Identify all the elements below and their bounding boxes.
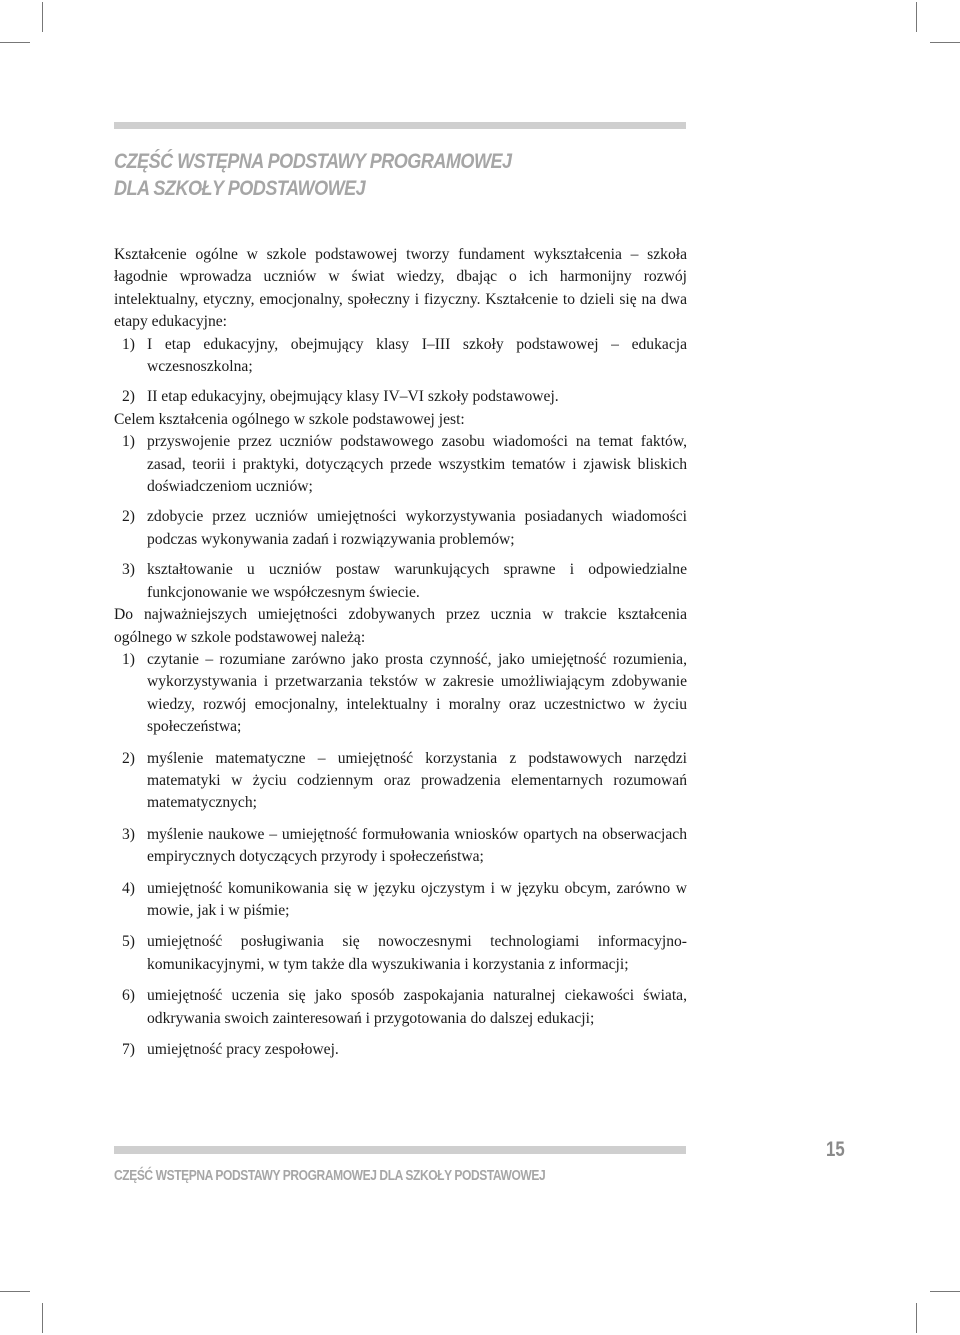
- footer-rule: [114, 1146, 686, 1154]
- list-item: [114, 824, 687, 869]
- goals-list: [114, 431, 687, 604]
- list-item-text: I etap edukacyjny, obejmujący klasy I–III szkoły podstawowej – edukacja wczesnoszkolna;: [147, 335, 687, 376]
- list-item-text: kształtowanie u uczniów postaw warunkujących sprawne i odpowiedzialne funkcjonowanie we współczesnym świecie.: [147, 561, 687, 601]
- list-item: [114, 649, 687, 739]
- list-item-text: umiejętność pracy zespołowej.: [147, 1041, 339, 1058]
- crop-mark: [42, 2, 43, 32]
- list-item-text: zdobycie przez uczniów umiejętności wykorzystywania posiadanych wiadomości podczas wykonywania zadań i rozwiązywania problemów;: [147, 508, 687, 548]
- list-item-text: przyswojenie przez uczniów podstawowego zasobu wiadomości na temat faktów, zasad, teorii i praktyki, dotyczących przede wszystkim tematów i zjawisk bliskich doświadczeniom uczniów;: [147, 433, 687, 496]
- list-item: [114, 985, 687, 1030]
- list-item-text: umiejętność uczenia się jako sposób zaspokajania naturalnej ciekawości świata, odkrywania swoich zainteresowań i przygotowania do dalszej edukacji;: [147, 987, 687, 1027]
- list-item-text: umiejętność posługiwania się nowoczesnymi technologiami informacyjno-komunikacyjnymi, w tym także dla wyszukiwania i korzystania z informacji;: [147, 933, 687, 973]
- list-item-number: 2): [122, 388, 135, 406]
- list-item-number: 3): [122, 825, 135, 843]
- list-item-number: 4): [122, 879, 135, 897]
- list-item: [114, 878, 687, 923]
- stages-list: [114, 334, 687, 409]
- goals-paragraph: Celem kształcenia ogólnego w szkole podstawowej jest:: [114, 410, 465, 428]
- list-item-text: czytanie – rozumiane zarówno jako prosta czynność, jako umiejętność rozumienia, wykorzystywania i przetwarzania tekstów w zakresie umożliwiającym zdobywanie wiedzy, rozwój emocjonalny, intelektualny i moralny oraz uczestnictwo w życiu społeczeństwa;: [147, 650, 687, 736]
- crop-mark: [0, 42, 30, 43]
- list-item: [114, 559, 687, 604]
- list-item-number: 6): [122, 987, 135, 1005]
- page-title-line-1: CZĘŚĆ WSTĘPNA PODSTAWY PROGRAMOWEJ: [114, 150, 512, 173]
- crop-mark: [930, 1291, 960, 1292]
- list-item: [114, 931, 687, 976]
- skills-list: [114, 649, 687, 1062]
- list-item-number: 1): [122, 433, 135, 451]
- list-item-number: 3): [122, 561, 135, 579]
- crop-mark: [0, 1291, 30, 1292]
- list-item-number: 2): [122, 508, 135, 526]
- list-item: [114, 506, 687, 551]
- list-item-number: 1): [122, 650, 135, 668]
- list-item: [114, 1039, 687, 1061]
- crop-mark: [916, 2, 917, 32]
- list-item: [114, 334, 687, 379]
- crop-mark: [42, 1303, 43, 1333]
- page-title-line-2: DLA SZKOŁY PODSTAWOWEJ: [114, 177, 366, 200]
- intro-paragraph: Kształcenie ogólne w szkole podstawowej tworzy fundament wykształcenia – szkoła łagodnie wprowadza uczniów w świat wiedzy, dbając o ich harmonijny rozwój intelektualny, etyczny, emocjonalny, społeczny i fizyczny. Kształcenie to dzieli się na dwa etapy edukacyjne:: [114, 246, 687, 331]
- list-item-number: 1): [122, 335, 135, 353]
- list-item: [114, 386, 687, 408]
- list-item-text: myślenie naukowe – umiejętność formułowania wniosków opartych na obserwacjach empirycznych dotyczących przyrody i społeczeństwa;: [147, 825, 687, 866]
- page-number: 15: [826, 1138, 845, 1161]
- page-title: [114, 148, 606, 202]
- crop-mark: [930, 42, 960, 43]
- list-item-text: II etap edukacyjny, obejmujący klasy IV–VI szkoły podstawowej.: [147, 388, 559, 406]
- list-item: [114, 431, 687, 498]
- document-body: [114, 244, 687, 1061]
- list-item-text: myślenie matematyczne – umiejętność korzystania z podstawowych narzędzi matematyki w życiu codziennym oraz prowadzenia elementarnych rozumowań matematycznych;: [147, 749, 687, 812]
- list-item-text: umiejętność komunikowania się w języku ojczystym i w języku obcym, zarówno w mowie, jak i w piśmie;: [147, 879, 687, 919]
- skills-paragraph: Do najważniejszych umiejętności zdobywanych przez ucznia w trakcie kształcenia ogólnego w szkole podstawowej należą:: [114, 606, 687, 646]
- list-item-number: 2): [122, 749, 135, 767]
- crop-mark: [916, 1303, 917, 1333]
- header-rule: [114, 122, 686, 129]
- list-item: [114, 748, 687, 815]
- list-item-number: 5): [122, 933, 135, 951]
- running-footer: CZĘŚĆ WSTĘPNA PODSTAWY PROGRAMOWEJ DLA SZKOŁY PODSTAWOWEJ: [114, 1168, 546, 1184]
- list-item-number: 7): [122, 1041, 135, 1058]
